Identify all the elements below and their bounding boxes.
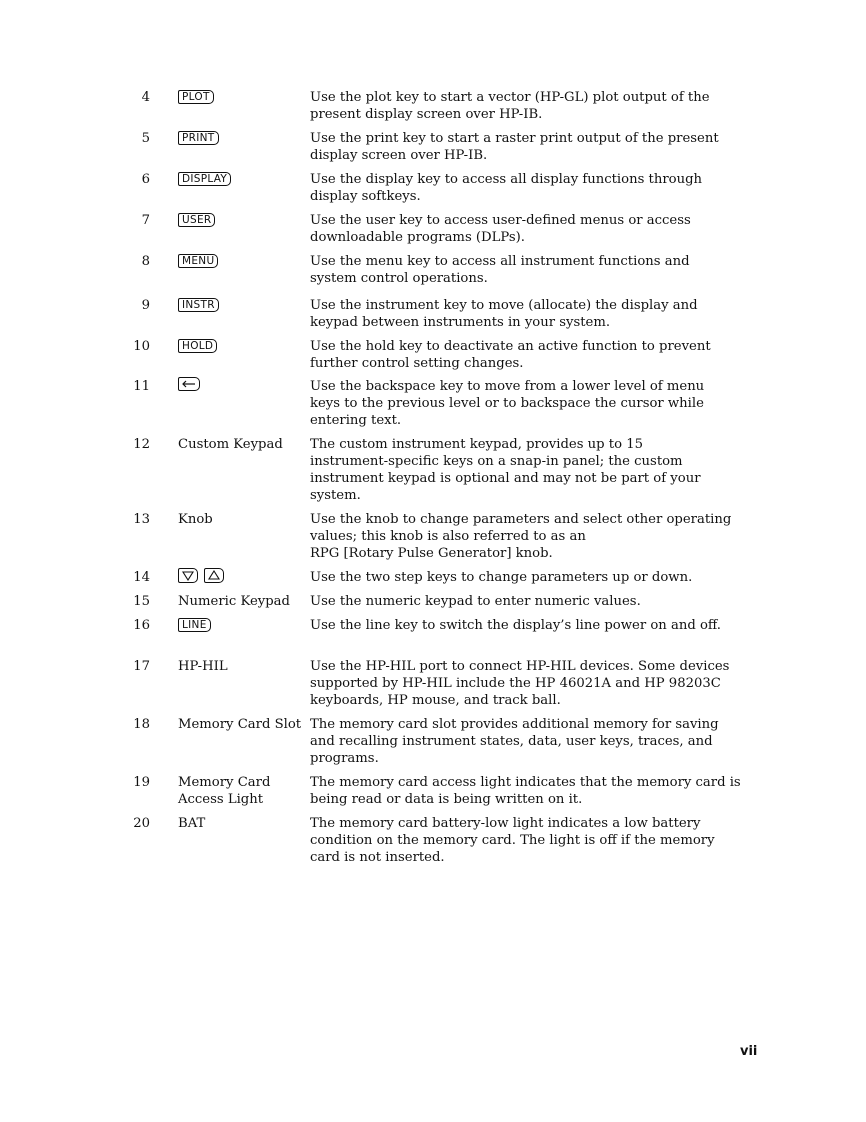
description-line: being read or data is being written on it. [310,792,583,807]
description-line: Use the backspace key to move from a lower level of menu [310,379,705,394]
description-line: further control setting changes. [310,356,524,371]
description-line: RPG [Rotary Pulse Generator] knob. [310,546,553,561]
print-key: PRINT [178,131,219,145]
description-line: keypad between instruments in your system. [310,315,611,330]
display-key: DISPLAY [178,172,231,186]
item-number: 10 [133,339,150,354]
item-description [310,511,742,562]
item-label: Knob [178,512,213,527]
description-line: Use the display key to access all display functions through [310,172,702,187]
description-line: Use the hold key to deactivate an active function to prevent [310,339,711,354]
backspace-key [178,377,200,391]
item-number: 7 [141,213,150,228]
description-line: and recalling instrument states, data, user keys, traces, and [310,734,713,749]
description-line: card is not inserted. [310,850,445,865]
item-description [310,378,742,429]
item-number: 12 [133,437,150,452]
item-number: 13 [133,512,150,527]
label-line: Memory Card [178,775,271,790]
item-number: 8 [141,254,150,269]
description-line: Use the numeric keypad to enter numeric values. [310,594,641,609]
description-line: downloadable programs (DLPs). [310,230,525,245]
item-description [310,212,742,246]
description-line: The memory card access light indicates that the memory card is [310,775,741,790]
item-description [310,130,742,164]
item-description [310,658,742,709]
item-number: 14 [133,570,150,585]
item-description [310,338,742,372]
item-number: 4 [141,90,150,105]
item-number: 11 [133,379,150,394]
description-line: system. [310,488,361,503]
description-line: Use the knob to change parameters and select other operating [310,512,732,527]
item-label: Numeric Keypad [178,594,290,609]
item-description [310,569,742,586]
item-label: BAT [178,816,206,831]
item-description [310,253,742,287]
item-number: 17 [133,659,150,674]
description-line: condition on the memory card. The light is off if the memory [310,833,715,848]
item-description [310,815,742,866]
description-line: entering text. [310,413,402,428]
item-description [310,297,742,331]
item-label [178,774,306,808]
description-line: The memory card slot provides additional memory for saving [310,717,719,732]
item-number: 5 [141,131,150,146]
description-line: keys to the previous level or to backspace the cursor while [310,396,704,411]
description-line: The memory card battery-low light indicates a low battery [310,816,701,831]
description-line: programs. [310,751,379,766]
instr-key: INSTR [178,298,219,312]
line-key: LINE [178,618,211,632]
step-up-key [204,568,224,583]
up-triangle-icon [207,570,221,581]
menu-key: MENU [178,254,218,268]
user-key: USER [178,213,215,227]
description-line: keyboards, HP mouse, and track ball. [310,693,561,708]
item-label: Memory Card Slot [178,717,302,732]
item-number: 6 [141,172,150,187]
description-line: Use the HP-HIL port to connect HP-HIL devices. Some devices [310,659,730,674]
item-number: 19 [133,775,150,790]
description-line: Use the plot key to start a vector (HP-GL) plot output of the [310,90,710,105]
hold-key: HOLD [178,339,217,353]
item-number: 18 [133,717,150,732]
backspace-arrow-icon [181,379,197,389]
item-label: HP-HIL [178,659,228,674]
page-number: vii [740,1044,758,1059]
item-label: Custom Keypad [178,437,283,452]
description-line: Use the menu key to access all instrument functions and [310,254,690,269]
item-description [310,89,742,123]
item-number: 20 [133,816,150,831]
item-description [310,716,742,767]
description-line: values; this knob is also referred to as an [310,529,586,544]
description-line: Use the two step keys to change parameters up or down. [310,570,693,585]
item-description [310,617,742,634]
down-triangle-icon [181,570,195,581]
label-line: Access Light [178,792,264,807]
item-description [310,593,742,610]
description-line: display screen over HP-IB. [310,148,488,163]
description-line: system control operations. [310,271,488,286]
item-description [310,436,742,504]
description-line: Use the user key to access user-defined menus or access [310,213,691,228]
description-line: display softkeys. [310,189,421,204]
item-description [310,171,742,205]
description-line: present display screen over HP-IB. [310,107,543,122]
description-line: instrument keypad is optional and may not be part of your [310,471,701,486]
item-description [310,774,742,808]
description-line: instrument-specific keys on a snap-in panel; the custom [310,454,683,469]
plot-key: PLOT [178,90,214,104]
item-number: 16 [133,618,150,633]
description-line: Use the instrument key to move (allocate) the display and [310,298,698,313]
step-down-key [178,568,198,583]
description-line: Use the print key to start a raster print output of the present [310,131,719,146]
description-line: The custom instrument keypad, provides up to 15 [310,437,644,452]
description-line: supported by HP-HIL include the HP 46021A and HP 98203C [310,676,721,691]
item-number: 15 [133,594,150,609]
description-line: Use the line key to switch the display’s line power on and off. [310,618,721,633]
item-number: 9 [141,298,150,313]
